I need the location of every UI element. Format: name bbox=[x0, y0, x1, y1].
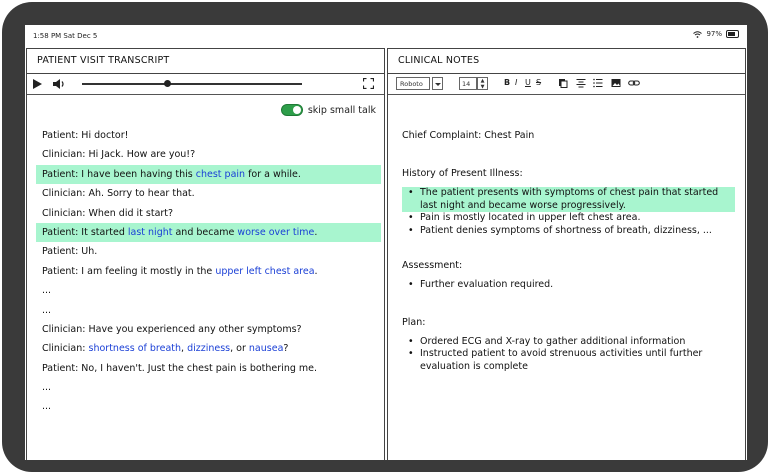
transcript-line bbox=[39, 204, 379, 223]
font-family-select[interactable]: Roboto bbox=[396, 77, 430, 90]
transcript-speaker: Patient: bbox=[42, 168, 79, 180]
transcript-text: I am feeling it mostly in the bbox=[78, 265, 216, 277]
list-item: • Patient denies symptoms of shortness of breath, dizziness, ... bbox=[402, 225, 737, 238]
volume-icon[interactable] bbox=[52, 78, 66, 90]
transcript-text: Have you experienced any other symptoms? bbox=[85, 323, 302, 335]
transcript-line bbox=[39, 301, 379, 320]
transcript-text: Hi Jack. How are you!? bbox=[85, 149, 196, 161]
transcript-text: ... bbox=[42, 401, 52, 413]
play-icon[interactable] bbox=[33, 79, 42, 89]
wifi-icon bbox=[693, 31, 702, 38]
plan-list bbox=[402, 336, 737, 374]
assessment-heading: Assessment: bbox=[402, 260, 463, 271]
bold-button[interactable]: B bbox=[504, 78, 511, 87]
transcript-title: PATIENT VISIT TRANSCRIPT bbox=[27, 49, 384, 74]
battery-percent: 97% bbox=[706, 30, 722, 38]
transcript-text: . bbox=[314, 226, 318, 238]
transcript-text: ... bbox=[42, 382, 52, 394]
transcript-line bbox=[39, 242, 379, 261]
audio-player bbox=[27, 74, 384, 95]
transcript-speaker: Clinician: bbox=[42, 149, 86, 161]
transcript-text: No, I haven't. Just the chest pain is bothering me. bbox=[78, 362, 318, 374]
list-item: • Ordered ECG and X-ray to gather additional information bbox=[402, 336, 737, 349]
list-icon[interactable] bbox=[593, 78, 603, 88]
underline-button[interactable]: U bbox=[525, 78, 531, 87]
transcript-line bbox=[39, 320, 379, 339]
list-item: • Further evaluation required. bbox=[402, 279, 737, 292]
transcript-lines bbox=[39, 126, 379, 417]
audio-progress-knob[interactable] bbox=[164, 80, 171, 87]
editor-toolbar bbox=[388, 74, 745, 95]
chief-complaint: Chief Complaint: Chest Pain bbox=[402, 130, 535, 141]
transcript-line bbox=[39, 339, 379, 358]
skip-small-talk-control bbox=[281, 104, 376, 116]
tablet-screen bbox=[25, 25, 747, 460]
hpi-heading: History of Present Illness: bbox=[402, 168, 523, 179]
link-icon[interactable] bbox=[628, 78, 640, 88]
font-family-dropdown-icon[interactable] bbox=[432, 77, 443, 90]
transcript-text: for a while. bbox=[245, 168, 301, 180]
transcript-line bbox=[36, 223, 381, 242]
transcript-text: ? bbox=[283, 343, 289, 355]
transcript-keyword: last night bbox=[127, 226, 173, 238]
transcript-keyword: shortness of breath bbox=[88, 343, 182, 355]
transcript-keyword: worse over time bbox=[237, 226, 315, 238]
transcript-text: It started bbox=[78, 226, 128, 238]
skip-small-talk-toggle[interactable] bbox=[281, 104, 303, 116]
image-icon[interactable] bbox=[611, 78, 621, 88]
transcript-speaker: Clinician: bbox=[42, 343, 86, 355]
assessment-list bbox=[402, 279, 737, 292]
transcript-line bbox=[39, 397, 379, 416]
battery-icon bbox=[726, 30, 739, 38]
transcript-text: When did it start? bbox=[85, 207, 174, 219]
transcript-line bbox=[39, 126, 379, 145]
transcript-text: Uh. bbox=[78, 246, 98, 258]
transcript-line bbox=[39, 378, 379, 397]
transcript-line bbox=[39, 359, 379, 378]
font-size-stepper-icon[interactable]: ▲ ▼ bbox=[477, 77, 488, 90]
copy-icon[interactable] bbox=[558, 78, 568, 88]
status-bar bbox=[25, 25, 747, 47]
transcript-keyword: upper left chest area bbox=[215, 265, 315, 277]
transcript-line bbox=[39, 145, 379, 164]
transcript-speaker: Patient: bbox=[42, 226, 79, 238]
italic-button[interactable]: I bbox=[515, 78, 518, 87]
list-item: • Instructed patient to avoid strenuous activities until further evaluation is complete bbox=[402, 348, 737, 373]
align-center-icon[interactable] bbox=[576, 78, 586, 88]
transcript-keyword: chest pain bbox=[195, 168, 246, 180]
list-item: • Pain is mostly located in upper left chest area. bbox=[402, 212, 737, 225]
audio-progress-track[interactable] bbox=[82, 83, 302, 85]
transcript-text: I have been having this bbox=[78, 168, 196, 180]
transcript-text: ... bbox=[42, 285, 52, 297]
clinical-notes-title: CLINICAL NOTES bbox=[388, 49, 745, 74]
transcript-panel bbox=[26, 48, 385, 460]
transcript-speaker: Patient: bbox=[42, 265, 79, 277]
transcript-line bbox=[39, 262, 379, 281]
transcript-speaker: Patient: bbox=[42, 130, 79, 141]
transcript-speaker: Clinician: bbox=[42, 207, 86, 219]
list-item: • The patient presents with symptoms of chest pain that started last night and became worse progressively. bbox=[402, 187, 735, 212]
transcript-keyword: dizziness bbox=[187, 343, 231, 355]
transcript-speaker: Patient: bbox=[42, 362, 79, 374]
plan-heading: Plan: bbox=[402, 316, 426, 328]
font-size-select[interactable]: 14 bbox=[459, 77, 477, 90]
transcript-text: Ah. Sorry to hear that. bbox=[85, 188, 195, 200]
transcript-keyword: nausea bbox=[248, 343, 284, 355]
status-time: 1:58 PM Sat Dec 5 bbox=[33, 32, 98, 40]
transcript-speaker: Clinician: bbox=[42, 188, 86, 200]
strikethrough-button[interactable]: S bbox=[536, 78, 542, 87]
clinical-notes-panel bbox=[387, 48, 746, 460]
transcript-text: , or bbox=[230, 343, 249, 355]
transcript-line bbox=[39, 184, 379, 203]
hpi-list bbox=[402, 187, 737, 237]
fullscreen-icon[interactable] bbox=[363, 78, 374, 89]
transcript-speaker: Clinician: bbox=[42, 323, 86, 335]
transcript-line bbox=[36, 165, 381, 184]
transcript-speaker: Patient: bbox=[42, 246, 79, 258]
transcript-line bbox=[39, 281, 379, 300]
skip-small-talk-label: skip small talk bbox=[307, 104, 376, 116]
status-right bbox=[693, 30, 739, 38]
transcript-text: . bbox=[314, 265, 318, 277]
transcript-text: and became bbox=[172, 226, 238, 238]
clinical-notes-body[interactable] bbox=[402, 129, 737, 373]
transcript-text: , bbox=[181, 343, 188, 355]
transcript-text: Hi doctor! bbox=[78, 130, 129, 141]
transcript-text: ... bbox=[42, 304, 52, 316]
